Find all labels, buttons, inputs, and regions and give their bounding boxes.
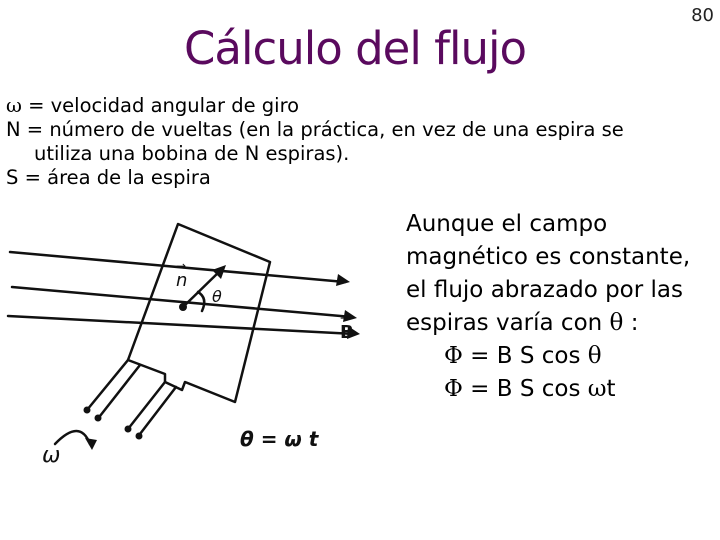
field-line-2 [12, 287, 352, 317]
field-arrow-mark: → [340, 311, 351, 325]
field-line-3 [8, 316, 355, 334]
coil-lead-left [87, 360, 128, 410]
phi-symbol: Φ [444, 376, 463, 402]
explanation-line-4-end: : [623, 310, 639, 336]
definition-omega [6, 94, 706, 118]
coil-lead-right-inner [140, 387, 176, 434]
omega-label: ω [42, 443, 61, 468]
phi-symbol: Φ [444, 343, 463, 369]
normal-label: n [176, 270, 188, 291]
lead-terminal-2 [95, 415, 102, 422]
explanation-text [406, 208, 716, 406]
coil-lead-right [128, 382, 165, 429]
definitions-list [6, 94, 706, 190]
omega-symbol: ω [6, 94, 22, 117]
angle-label: θ [212, 287, 222, 306]
lead-terminal-4 [136, 433, 143, 440]
lead-terminal-3 [125, 426, 132, 433]
formula-1-mid: = B S cos [462, 343, 588, 369]
theta-symbol: θ [587, 343, 602, 369]
formula-2-end: t [606, 376, 616, 402]
formula-2-mid: = B S cos [462, 376, 588, 402]
angle-equation: θ = ω t [240, 427, 319, 451]
lead-terminal-1 [84, 407, 91, 414]
formula-flux-omega-t [406, 373, 716, 406]
page-number: 80 [691, 5, 714, 26]
coil-lead-left-inner [100, 365, 140, 416]
explanation-line-3: el flujo abrazado por las [406, 277, 683, 303]
omega-symbol: ω [587, 376, 607, 402]
definition-n-line2: utiliza una bobina de N espiras). [34, 142, 350, 165]
explanation-line-4-text: espiras varía con [406, 310, 610, 336]
rotation-arrowhead [85, 438, 97, 450]
field-label: B [340, 322, 354, 343]
coil-loop [128, 224, 270, 402]
normal-arrow-mark: → [176, 259, 187, 273]
definition-omega-text: = velocidad angular de giro [21, 94, 300, 117]
explanation-line-1: Aunque el campo [406, 211, 608, 237]
formula-flux-theta [406, 340, 716, 373]
definition-n-line1: N = número de vueltas (en la práctica, en vez de una espira se [6, 118, 624, 141]
theta-symbol: θ [609, 310, 624, 336]
explanation-line-2: magnético es constante, [406, 244, 691, 270]
explanation-line-4 [406, 307, 716, 340]
angle-arc [198, 292, 204, 311]
page-title: Cálculo del flujo [183, 22, 527, 75]
coil-diagram [0, 212, 395, 487]
normal-origin-dot [179, 303, 187, 311]
field-arrowhead-1 [336, 274, 350, 286]
definition-s: S = área de la espira [6, 166, 211, 189]
